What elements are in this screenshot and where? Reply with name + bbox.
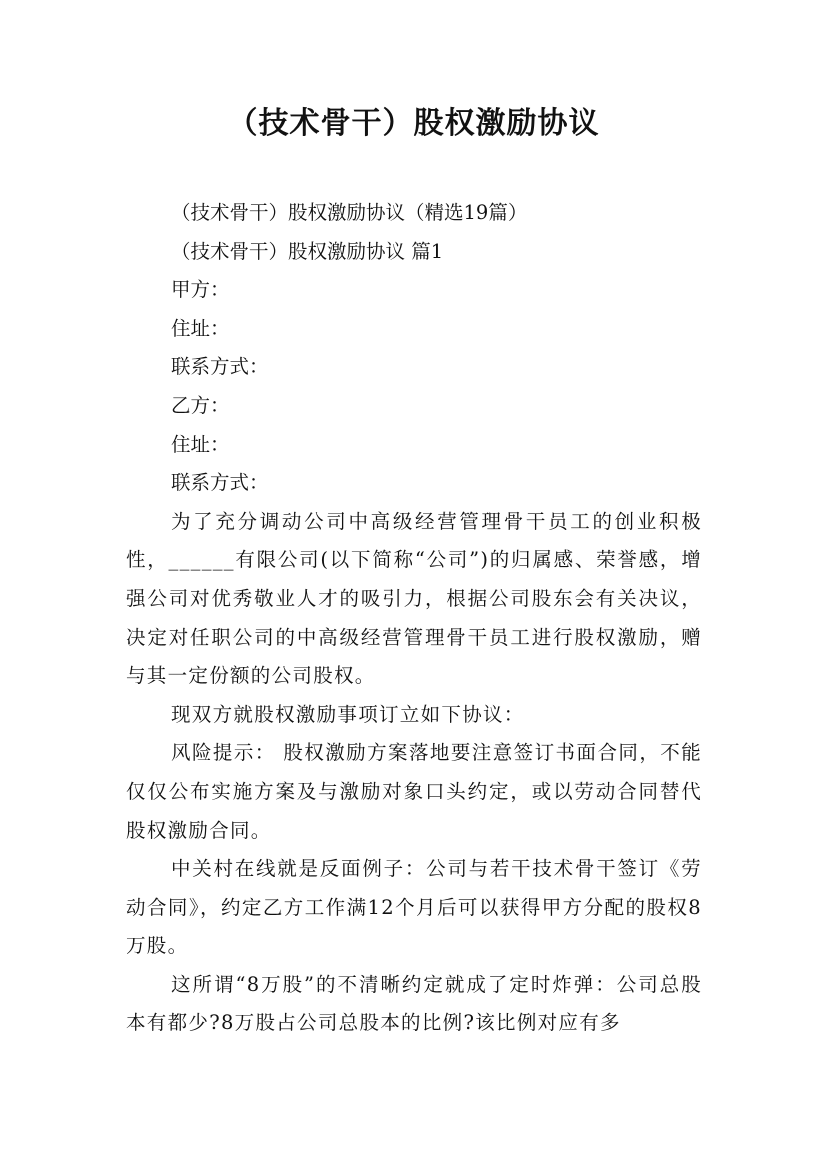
agreement-intro-paragraph: 现双方就股权激励事项订立如下协议： xyxy=(171,702,525,726)
company-name-blank: ______ xyxy=(168,548,235,572)
party-b-address-label: 住址： xyxy=(171,432,230,456)
party-b-label: 乙方： xyxy=(171,393,230,417)
document-body xyxy=(126,194,702,1043)
document-title: （技术骨干）股权激励协议 xyxy=(227,106,600,141)
section-heading: （技术骨干）股权激励协议 篇1 xyxy=(171,239,444,263)
risk-warning-paragraph: 风险提示： 股权激励方案落地要注意签订书面合同，不能仅仅公布实施方案及与激励对象口头约定，或以劳动合同替代股权激励合同。 xyxy=(126,741,702,842)
purpose-text-end: 有限公司(以下简称“公司”)的归属感、荣誉感，增强公司对优秀敬业人才的吸引力，根据公司股东会有关决议，决定对任职公司的中高级经营管理骨干员工进行股权激励，赠与其一定份额的公司股权。 xyxy=(126,548,702,688)
purpose-paragraph xyxy=(126,503,702,696)
party-b-contact-label: 联系方式： xyxy=(171,471,269,495)
negative-example-paragraph: 中关村在线就是反面例子：公司与若干技术骨干签订《劳动合同》，约定乙方工作满12个月后可以获得甲方分配的股权8万股。 xyxy=(126,857,702,958)
purpose-text-start: 为了充分调动公司中高级经营管理骨干员工的创业积极性， xyxy=(126,509,702,572)
party-a-contact-label: 联系方式： xyxy=(171,355,269,379)
issue-paragraph: 这所谓“8万股”的不清晰约定就成了定时炸弹：公司总股本有都少?8万股占公司总股本的比例?该比例对应有多 xyxy=(126,972,702,1035)
party-a-label: 甲方： xyxy=(171,278,230,302)
party-a-address-label: 住址： xyxy=(171,316,230,340)
document-subtitle: （技术骨干）股权激励协议（精选19篇） xyxy=(171,201,528,224)
